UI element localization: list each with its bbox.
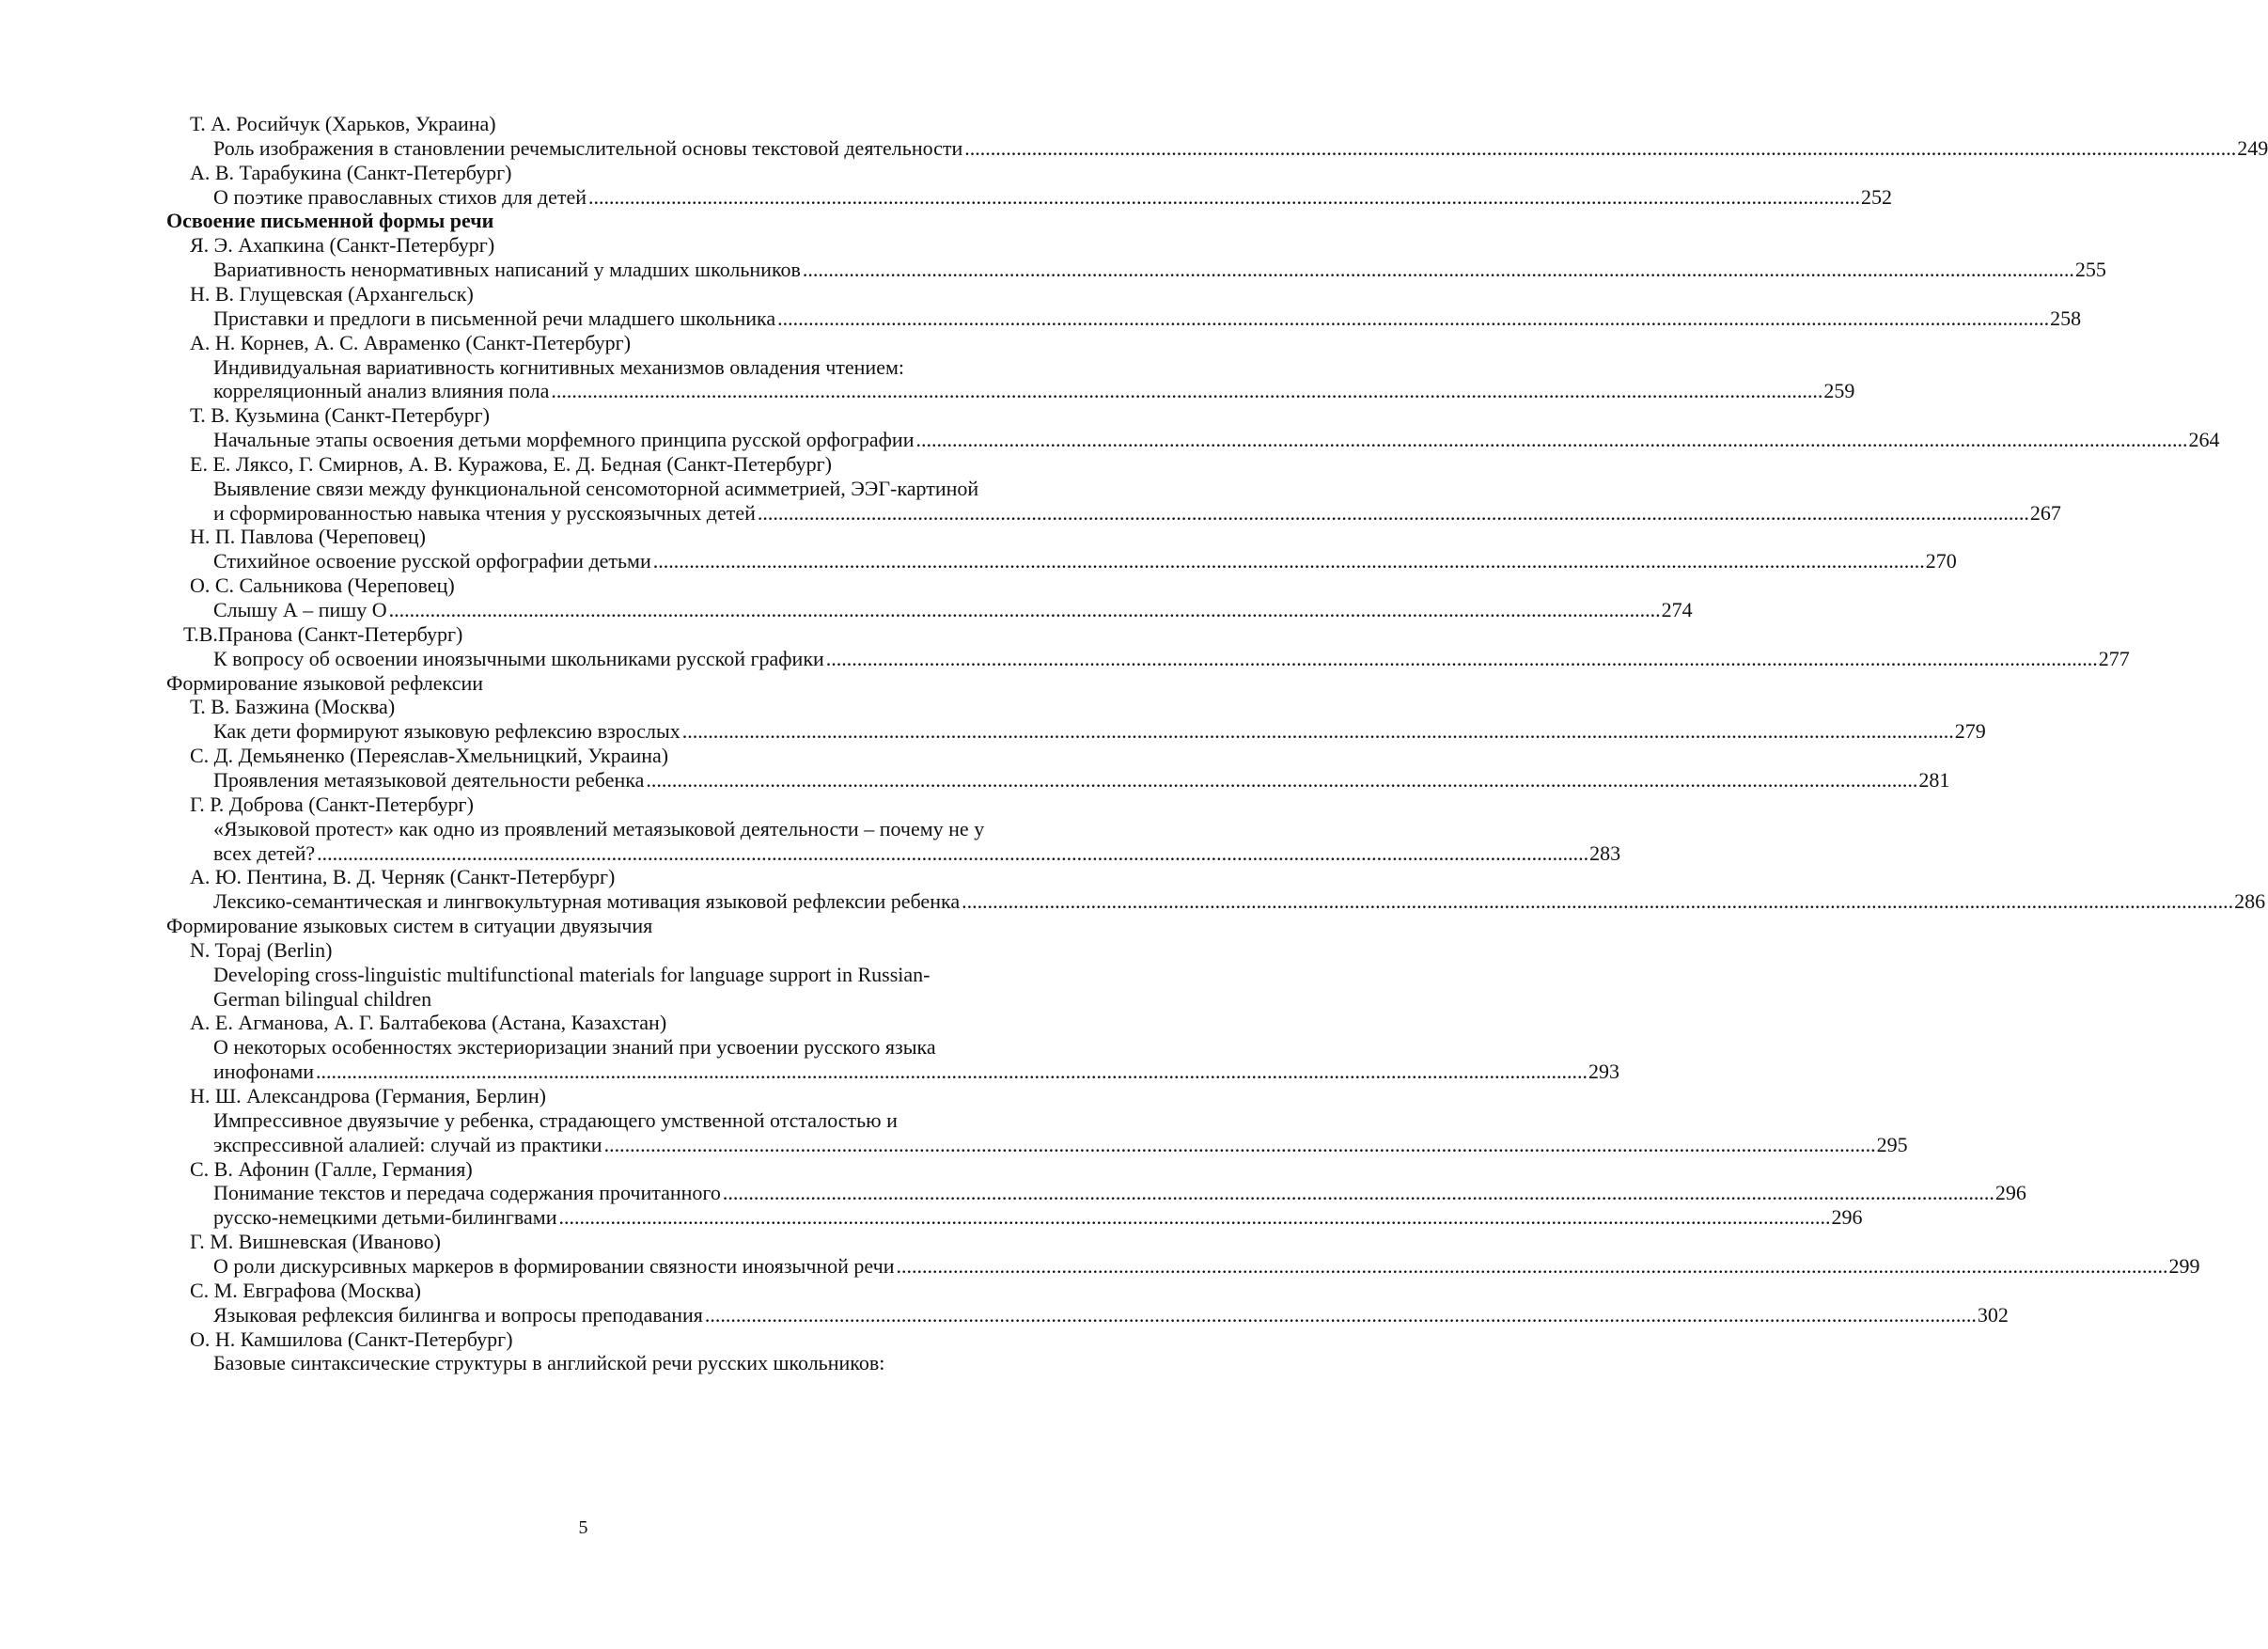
toc-author: Т. В. Базжина (Москва) <box>190 695 396 719</box>
toc-title: Приставки и предлоги в письменной речи младшего школьника <box>213 306 776 330</box>
toc-author: А. В. Тарабукина (Санкт-Петербург) <box>190 160 512 184</box>
toc-author: С. В. Афонин (Галле, Германия) <box>190 1156 473 1181</box>
toc-title-line <box>213 645 2130 672</box>
toc-title-line <box>213 717 1986 745</box>
toc-title: Базовые синтаксические структуры в английской речи русских школьников: <box>213 1351 885 1375</box>
dot-leader <box>315 840 1588 867</box>
toc-title-line <box>213 1033 936 1060</box>
toc-title: Слышу А – пишу О <box>213 598 387 621</box>
dot-leader <box>703 1301 1977 1328</box>
toc-title-line <box>213 766 1950 793</box>
dot-leader <box>644 766 1917 793</box>
toc-title-line <box>213 1301 2009 1328</box>
toc-title: О некоторых особенностях экстериоризации знаний при усвоении русского языка <box>213 1035 936 1060</box>
toc-page-number: 296 <box>1994 1181 2026 1205</box>
toc-title-line <box>213 183 1893 211</box>
toc-title-line <box>213 1058 1620 1085</box>
toc-author: А. Е. Агманова, А. Г. Балтабекова (Астана, Казахстан) <box>190 1011 667 1035</box>
toc-title: Вариативность ненормативных написаний у младших школьников <box>213 258 801 282</box>
toc-title-line <box>213 475 978 502</box>
toc-title-line <box>213 499 2061 526</box>
toc-page-number: 274 <box>1661 598 1693 621</box>
toc-author: Г. Р. Доброва (Санкт-Петербург) <box>190 792 474 816</box>
toc-author: Я. Э. Ахапкина (Санкт-Петербург) <box>190 233 495 258</box>
toc-title-line <box>213 256 2106 283</box>
toc-title: Как дети формируют языковую рефлексию взрослых <box>213 719 680 744</box>
dot-leader <box>314 1058 1588 1085</box>
toc-author: Г. М. Вишневская (Иваново) <box>190 1230 441 1254</box>
dot-leader <box>775 305 2049 332</box>
dot-leader <box>557 1203 1831 1231</box>
toc-author: Н. П. Павлова (Череповец) <box>190 525 426 549</box>
toc-title-line <box>213 1179 2026 1206</box>
dot-leader <box>801 256 2074 283</box>
toc-title-line <box>213 1349 884 1376</box>
dot-leader <box>587 183 1860 211</box>
toc-title-line <box>213 1203 1863 1231</box>
section-heading: Освоение письменной формы речи <box>166 209 494 233</box>
dot-leader <box>895 1252 2168 1280</box>
toc-page-number: 286 <box>2234 889 2266 914</box>
section-heading: Формирование языковых систем в ситуации двуязычия <box>166 914 653 938</box>
toc-title: Понимание текстов и передача содержания прочитанного <box>213 1181 721 1205</box>
toc-author: Т. А. Росийчук (Харьков, Украина) <box>190 112 496 135</box>
dot-leader <box>721 1179 1994 1206</box>
toc-title-line <box>213 426 2220 453</box>
toc-author: Е. Е. Ляксо, Г. Смирнов, А. В. Куражова, Е. Д. Бедная (Санкт-Петербург) <box>190 451 832 476</box>
toc-author: N. Topaj (Berlin) <box>190 937 333 962</box>
toc-title: German bilingual children <box>213 986 432 1011</box>
toc-author: О. Н. Камшилова (Санкт-Петербург) <box>190 1327 513 1351</box>
toc-page-number: 296 <box>1831 1205 1863 1230</box>
toc-page-number: 295 <box>1876 1132 1908 1156</box>
dot-leader <box>651 547 1925 574</box>
toc-title: О роли дискурсивных маркеров в формировании связности иноязычной речи <box>213 1253 895 1278</box>
toc-title-line <box>213 840 1621 867</box>
page-number: 5 <box>578 1517 588 1538</box>
toc-title: Импрессивное двуязычие у ребенка, страдающего умственной отсталостью и <box>213 1107 898 1132</box>
toc-page-number: 249 <box>2237 135 2268 160</box>
toc-title-line <box>213 887 2266 915</box>
toc-author: О. С. Сальникова (Череповец) <box>190 573 455 598</box>
toc-author: Т. В. Кузьмина (Санкт-Петербург) <box>190 403 490 428</box>
toc-title: экспрессивной алалией: случай из практики <box>213 1132 602 1156</box>
toc-title: «Языковой протест» как одно из проявлений метаязыковой деятельности – почему не у <box>213 816 985 840</box>
toc-title: Индивидуальная вариативность когнитивных механизмов овладения чтением: <box>213 354 904 379</box>
toc-title: всех детей? <box>213 840 316 865</box>
toc-title-line <box>213 961 931 988</box>
toc-title-line <box>213 985 431 1013</box>
toc-page-number: 264 <box>2188 428 2220 452</box>
toc-page-number: 302 <box>1977 1302 2009 1327</box>
section-heading: Формирование языковой рефлексии <box>166 670 484 695</box>
dot-leader <box>680 717 1954 745</box>
toc-page-number: 267 <box>2029 500 2061 525</box>
toc-page-number: 281 <box>1918 767 1950 792</box>
dot-leader <box>914 426 2187 453</box>
toc-title-line <box>213 1107 898 1134</box>
toc-title: Стихийное освоение русской орфографии детьми <box>213 549 651 573</box>
toc-title-line <box>213 305 2082 332</box>
toc-title: Роль изображения в становлении речемыслительной основы текстовой деятельности <box>213 135 963 160</box>
toc-title-line <box>213 1252 2200 1280</box>
dot-leader <box>602 1131 1876 1158</box>
toc-page-number: 252 <box>1861 184 1893 209</box>
toc-title: Начальные этапы освоения детьми морфемного принципа русской орфографии <box>213 428 915 452</box>
toc-title-line <box>213 1131 1908 1158</box>
toc-page-number: 283 <box>1589 840 1621 865</box>
toc-page-number: 270 <box>1925 549 1957 573</box>
dot-leader <box>960 887 2233 915</box>
toc-title-line <box>213 377 1855 404</box>
toc-page-number: 299 <box>2168 1253 2200 1278</box>
toc-title: Проявления метаязыковой деятельности ребенка <box>213 767 645 792</box>
toc-author: С. Д. Демьяненко (Переяслав-Хмельницкий, Украина) <box>190 744 669 768</box>
toc-page-number: 277 <box>2098 646 2130 670</box>
toc-author: А. Ю. Пентина, В. Д. Черняк (Санкт-Петербург) <box>190 865 616 889</box>
toc-title-line <box>213 547 1957 574</box>
dot-leader <box>756 499 2029 526</box>
toc-author: Н. В. Глущевская (Архангельск) <box>190 281 474 306</box>
toc-author: С. М. Евграфова (Москва) <box>190 1278 421 1302</box>
dot-leader <box>824 645 2098 672</box>
toc-title-line <box>213 815 984 842</box>
toc-title: Лексико-семантическая и лингвокультурная мотивация языковой рефлексии ребенка <box>213 889 961 914</box>
dot-leader <box>962 134 2236 162</box>
toc-page-number: 258 <box>2050 306 2082 330</box>
toc-title: корреляционный анализ влияния пола <box>213 379 550 403</box>
toc-author: Н. Ш. Александрова (Германия, Берлин) <box>190 1084 546 1107</box>
toc-author: Т.В.Пранова (Санкт-Петербург) <box>183 621 463 646</box>
toc-page-number: 259 <box>1823 379 1855 403</box>
toc-title: Developing cross-linguistic multifunctional materials for language support in Russian- <box>213 962 931 986</box>
toc-title: К вопросу об освоении иноязычными школьниками русской графики <box>213 646 824 670</box>
toc-title: О поэтике православных стихов для детей <box>213 184 587 209</box>
toc-title: инофонами <box>213 1060 315 1084</box>
toc-title-line <box>213 134 2268 162</box>
toc-title-line <box>213 596 1693 623</box>
toc-page-number: 279 <box>1954 719 1986 744</box>
toc-page-number: 255 <box>2074 258 2106 282</box>
toc-page-number: 293 <box>1588 1060 1620 1084</box>
toc-title: Языковая рефлексия билингва и вопросы преподавания <box>213 1302 703 1327</box>
toc-title: русско-немецкими детьми-билингвами <box>213 1205 557 1230</box>
toc-title-line <box>213 353 904 381</box>
toc-title: и сформированностью навыка чтения у русскоязычных детей <box>213 500 756 525</box>
toc-author: А. Н. Корнев, А. С. Авраменко (Санкт-Петербург) <box>190 330 632 354</box>
dot-leader <box>387 596 1661 623</box>
dot-leader <box>549 377 1822 404</box>
toc-title: Выявление связи между функциональной сенсомоторной асимметрией, ЭЭГ-картиной <box>213 476 979 500</box>
